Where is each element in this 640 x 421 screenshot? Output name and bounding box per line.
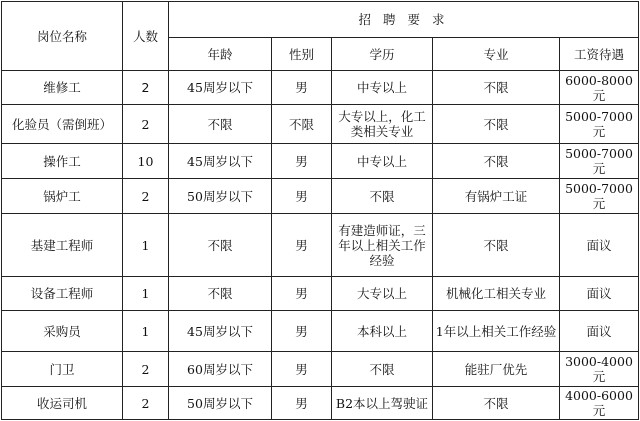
cell-gender: 男	[272, 311, 332, 352]
header-requirements: 招 聘 要 求	[169, 2, 639, 38]
cell-education: B2本以上驾驶证	[332, 387, 433, 420]
cell-major: 不限	[433, 144, 560, 179]
cell-gender: 男	[272, 277, 332, 311]
table-body	[2, 71, 639, 420]
cell-major: 不限	[433, 105, 560, 144]
cell-age: 45周岁以下	[169, 311, 272, 352]
recruitment-table	[1, 1, 639, 420]
cell-count: 10	[123, 144, 169, 179]
cell-age: 不限	[169, 214, 272, 277]
cell-position: 采购员	[2, 311, 123, 352]
cell-salary: 6000-8000元	[560, 71, 639, 105]
cell-count: 1	[123, 311, 169, 352]
cell-salary: 4000-6000元	[560, 387, 639, 420]
cell-gender: 男	[272, 179, 332, 214]
cell-count: 2	[123, 105, 169, 144]
cell-education: 大专以上	[332, 277, 433, 311]
cell-position: 化验员（需倒班）	[2, 105, 123, 144]
cell-count: 2	[123, 71, 169, 105]
cell-position: 维修工	[2, 71, 123, 105]
cell-education: 有建造师证，三年以上相关工作经验	[332, 214, 433, 277]
header-age: 年龄	[169, 38, 272, 71]
cell-major: 不限	[433, 214, 560, 277]
cell-gender: 男	[272, 387, 332, 420]
table-row	[2, 352, 639, 387]
cell-education: 中专以上	[332, 144, 433, 179]
header-count: 人数	[123, 2, 169, 71]
cell-count: 2	[123, 387, 169, 420]
cell-salary: 面议	[560, 214, 639, 277]
cell-major: 1年以上相关工作经验	[433, 311, 560, 352]
cell-count: 1	[123, 277, 169, 311]
cell-education: 不限	[332, 352, 433, 387]
cell-position: 门卫	[2, 352, 123, 387]
cell-age: 不限	[169, 105, 272, 144]
cell-education: 中专以上	[332, 71, 433, 105]
cell-salary: 面议	[560, 277, 639, 311]
cell-count: 2	[123, 352, 169, 387]
table-row	[2, 105, 639, 144]
cell-salary: 5000-7000元	[560, 179, 639, 214]
header-position: 岗位名称	[2, 2, 123, 71]
cell-education: 本科以上	[332, 311, 433, 352]
cell-position: 收运司机	[2, 387, 123, 420]
table-row	[2, 179, 639, 214]
cell-gender: 男	[272, 214, 332, 277]
cell-count: 1	[123, 214, 169, 277]
cell-gender: 不限	[272, 105, 332, 144]
cell-salary: 面议	[560, 311, 639, 352]
cell-salary: 3000-4000元	[560, 352, 639, 387]
table-row	[2, 71, 639, 105]
cell-salary: 5000-7000元	[560, 144, 639, 179]
cell-age: 60周岁以下	[169, 352, 272, 387]
cell-gender: 男	[272, 71, 332, 105]
cell-major: 不限	[433, 387, 560, 420]
cell-position: 设备工程师	[2, 277, 123, 311]
cell-age: 45周岁以下	[169, 144, 272, 179]
table-row	[2, 277, 639, 311]
header-education: 学历	[332, 38, 433, 71]
cell-age: 45周岁以下	[169, 71, 272, 105]
cell-gender: 男	[272, 352, 332, 387]
table-header	[2, 2, 639, 71]
table-row	[2, 144, 639, 179]
cell-age: 50周岁以下	[169, 179, 272, 214]
cell-education: 大专以上，化工类相关专业	[332, 105, 433, 144]
table-row	[2, 311, 639, 352]
cell-major: 机械化工相关专业	[433, 277, 560, 311]
cell-position: 基建工程师	[2, 214, 123, 277]
cell-age: 不限	[169, 277, 272, 311]
header-gender: 性别	[272, 38, 332, 71]
cell-age: 50周岁以下	[169, 387, 272, 420]
cell-education: 不限	[332, 179, 433, 214]
cell-major: 能驻厂优先	[433, 352, 560, 387]
cell-position: 锅炉工	[2, 179, 123, 214]
cell-major: 不限	[433, 71, 560, 105]
cell-major: 有锅炉工证	[433, 179, 560, 214]
header-major: 专业	[433, 38, 560, 71]
table-row	[2, 214, 639, 277]
cell-count: 2	[123, 179, 169, 214]
table-row	[2, 387, 639, 420]
header-salary: 工资待遇	[560, 38, 639, 71]
cell-position: 操作工	[2, 144, 123, 179]
cell-salary: 5000-7000元	[560, 105, 639, 144]
cell-gender: 男	[272, 144, 332, 179]
